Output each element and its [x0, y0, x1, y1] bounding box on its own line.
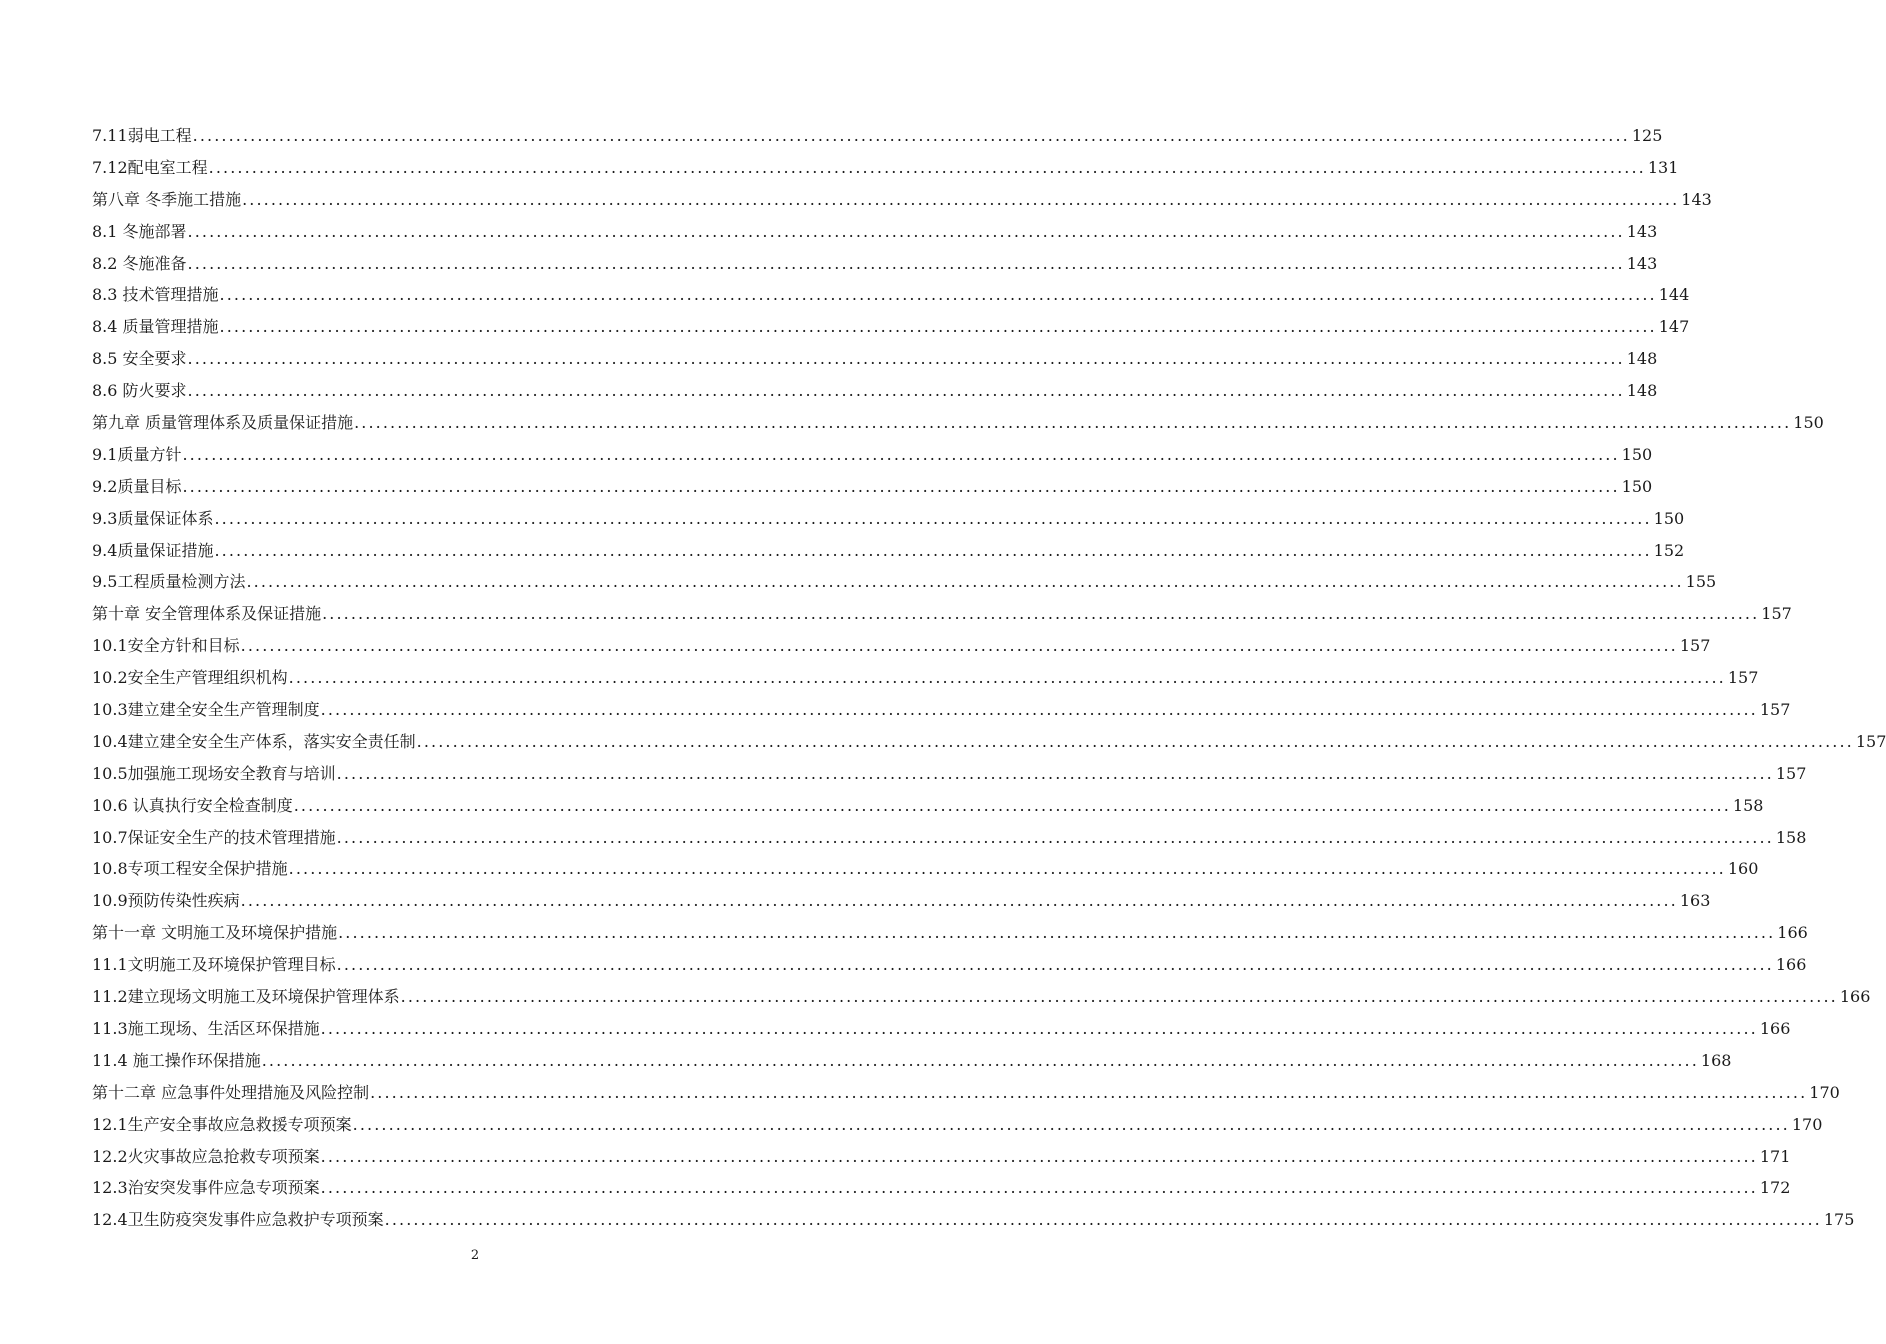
toc-entry-title: 第九章 质量管理体系及质量保证措施	[92, 413, 354, 433]
toc-entry-title: 10.3建立建全安全生产管理制度	[92, 700, 320, 720]
toc-dot-leader: ........................................................................................................................................................................................................	[384, 1210, 1822, 1230]
toc-entry-title: 12.1生产安全事故应急救援专项预案	[92, 1114, 352, 1134]
toc-dot-leader: ........................................................................................................................................................................................................	[192, 126, 1630, 145]
toc-entry-page: 166	[1775, 955, 1807, 975]
toc-entry[interactable]	[92, 184, 1712, 216]
toc-entry-title: 12.4卫生防疫突发事件应急救护专项预案	[92, 1210, 384, 1230]
toc-entry[interactable]	[92, 758, 1807, 790]
toc-dot-leader: ........................................................................................................................................................................................................	[182, 476, 1620, 496]
toc-entry-page: 158	[1732, 795, 1764, 815]
toc-entry-title: 10.6 认真执行安全检查制度	[92, 795, 293, 815]
toc-entry-title: 10.4建立建全安全生产体系，落实安全责任制	[92, 731, 416, 751]
toc-entry[interactable]	[92, 1013, 1791, 1045]
toc-dot-leader: ........................................................................................................................................................................................................	[320, 1146, 1758, 1166]
toc-entry[interactable]	[92, 407, 1824, 439]
toc-dot-leader: ........................................................................................................................................................................................................	[336, 763, 1774, 783]
toc-entry-title: 9.1质量方针	[92, 444, 182, 464]
toc-entry[interactable]	[92, 152, 1679, 184]
toc-entry-title: 第八章 冬季施工措施	[92, 189, 242, 209]
toc-entry-title: 9.4质量保证措施	[92, 540, 214, 560]
toc-dot-leader: ........................................................................................................................................................................................................	[219, 317, 1657, 337]
toc-entry[interactable]	[92, 311, 1690, 343]
toc-entry[interactable]	[92, 503, 1685, 535]
toc-dot-leader: ........................................................................................................................................................................................................	[322, 604, 1760, 624]
toc-entry[interactable]	[92, 694, 1791, 726]
toc-dot-leader: ........................................................................................................................................................................................................	[288, 668, 1726, 688]
toc-entry[interactable]	[92, 598, 1792, 630]
toc-entry[interactable]	[92, 471, 1653, 503]
toc-entry-title: 12.2火灾事故应急抢救专项预案	[92, 1146, 320, 1166]
table-of-contents	[92, 120, 1886, 1236]
toc-entry-page: 157	[1727, 668, 1759, 688]
toc-dot-leader: ........................................................................................................................................................................................................	[416, 731, 1854, 751]
toc-entry-title: 第十二章 应急事件处理措施及风险控制	[92, 1082, 370, 1102]
toc-dot-leader: ........................................................................................................................................................................................................	[240, 636, 1678, 656]
toc-entry-title: 8.4 质量管理措施	[92, 317, 219, 337]
toc-entry-page: 147	[1658, 317, 1690, 337]
toc-entry[interactable]	[92, 630, 1711, 662]
toc-entry[interactable]	[92, 949, 1807, 981]
toc-entry-page: 157	[1775, 763, 1807, 783]
toc-entry-page: 125	[1631, 126, 1663, 145]
toc-dot-leader: ........................................................................................................................................................................................................	[336, 827, 1774, 847]
toc-entry-page: 143	[1626, 253, 1658, 273]
toc-entry-title: 第十章 安全管理体系及保证措施	[92, 604, 322, 624]
toc-entry-title: 10.8专项工程安全保护措施	[92, 859, 288, 879]
toc-entry-title: 10.9预防传染性疾病	[92, 891, 240, 911]
toc-dot-leader: ........................................................................................................................................................................................................	[187, 221, 1625, 241]
toc-entry[interactable]	[92, 1204, 1855, 1236]
toc-entry-title: 8.6 防火要求	[92, 381, 187, 401]
toc-entry-title: 8.5 安全要求	[92, 349, 187, 369]
toc-dot-leader: ........................................................................................................................................................................................................	[214, 540, 1652, 560]
toc-entry[interactable]	[92, 120, 1663, 152]
toc-entry[interactable]	[92, 375, 1658, 407]
toc-entry-title: 10.2安全生产管理组织机构	[92, 668, 288, 688]
toc-entry[interactable]	[92, 790, 1764, 822]
toc-entry-page: 157	[1855, 731, 1886, 751]
toc-dot-leader: ........................................................................................................................................................................................................	[320, 1018, 1758, 1038]
toc-dot-leader: ........................................................................................................................................................................................................	[187, 253, 1625, 273]
toc-dot-leader: ........................................................................................................................................................................................................	[288, 859, 1726, 879]
toc-entry[interactable]	[92, 439, 1653, 471]
toc-entry[interactable]	[92, 726, 1886, 758]
toc-entry-page: 171	[1759, 1146, 1791, 1166]
toc-entry[interactable]	[92, 1172, 1791, 1204]
toc-entry[interactable]	[92, 1141, 1791, 1173]
toc-entry-page: 160	[1727, 859, 1759, 879]
toc-dot-leader: ........................................................................................................................................................................................................	[293, 795, 1731, 815]
toc-entry[interactable]	[92, 981, 1871, 1013]
toc-dot-leader: ........................................................................................................................................................................................................	[240, 891, 1678, 911]
toc-dot-leader: ........................................................................................................................................................................................................	[261, 1050, 1699, 1070]
toc-entry-title: 9.5工程质量检测方法	[92, 572, 246, 592]
toc-dot-leader: ........................................................................................................................................................................................................	[187, 381, 1625, 401]
toc-dot-leader: ........................................................................................................................................................................................................	[320, 700, 1758, 720]
toc-entry-title: 11.4 施工操作环保措施	[92, 1050, 261, 1070]
toc-entry-title: 9.2质量目标	[92, 476, 182, 496]
toc-entry[interactable]	[92, 662, 1759, 694]
toc-entry-title: 10.1安全方针和目标	[92, 636, 240, 656]
toc-dot-leader: ........................................................................................................................................................................................................	[219, 285, 1657, 305]
toc-entry-page: 157	[1761, 604, 1792, 624]
toc-entry-page: 155	[1685, 572, 1717, 592]
toc-entry-title: 11.2建立现场文明施工及环境保护管理体系	[92, 987, 400, 1007]
toc-entry[interactable]	[92, 1045, 1732, 1077]
toc-entry[interactable]	[92, 917, 1808, 949]
toc-dot-leader: ........................................................................................................................................................................................................	[187, 349, 1625, 369]
toc-entry-page: 150	[1621, 444, 1653, 464]
toc-entry-page: 150	[1793, 413, 1824, 433]
toc-entry-page: 148	[1626, 381, 1658, 401]
toc-entry-title: 7.12配电室工程	[92, 157, 208, 177]
toc-entry-page: 143	[1626, 221, 1658, 241]
toc-entry-page: 166	[1839, 987, 1871, 1007]
toc-entry[interactable]	[92, 248, 1658, 280]
toc-entry-title: 11.1文明施工及环境保护管理目标	[92, 955, 336, 975]
toc-entry-page: 150	[1653, 508, 1685, 528]
toc-entry[interactable]	[92, 1109, 1823, 1141]
toc-entry-title: 8.3 技术管理措施	[92, 285, 219, 305]
toc-entry-title: 8.1 冬施部署	[92, 221, 187, 241]
toc-dot-leader: ........................................................................................................................................................................................................	[320, 1178, 1758, 1198]
toc-entry-page: 157	[1679, 636, 1711, 656]
page-number: 2	[470, 1248, 480, 1263]
toc-entry-page: 168	[1700, 1050, 1732, 1070]
toc-entry[interactable]	[92, 566, 1717, 598]
toc-entry-title: 11.3施工现场、生活区环保措施	[92, 1018, 320, 1038]
toc-entry-page: 175	[1823, 1210, 1855, 1230]
toc-entry[interactable]	[92, 343, 1658, 375]
toc-entry[interactable]	[92, 216, 1658, 248]
toc-dot-leader: ........................................................................................................................................................................................................	[214, 508, 1652, 528]
toc-dot-leader: ........................................................................................................................................................................................................	[338, 923, 1776, 943]
toc-entry-page: 166	[1759, 1018, 1791, 1038]
toc-entry-title: 7.11弱电工程	[92, 126, 192, 145]
toc-dot-leader: ........................................................................................................................................................................................................	[336, 955, 1774, 975]
toc-entry-page: 144	[1658, 285, 1690, 305]
toc-dot-leader: ........................................................................................................................................................................................................	[370, 1082, 1808, 1102]
toc-entry-page: 163	[1679, 891, 1711, 911]
toc-dot-leader: ........................................................................................................................................................................................................	[352, 1114, 1790, 1134]
toc-entry-title: 第十一章 文明施工及环境保护措施	[92, 923, 338, 943]
toc-entry[interactable]	[92, 279, 1690, 311]
toc-dot-leader: ........................................................................................................................................................................................................	[182, 444, 1620, 464]
toc-dot-leader: ........................................................................................................................................................................................................	[208, 157, 1646, 177]
toc-entry[interactable]	[92, 822, 1807, 854]
toc-entry-page: 131	[1647, 157, 1679, 177]
toc-entry-page: 158	[1775, 827, 1807, 847]
toc-entry-page: 157	[1759, 700, 1791, 720]
toc-dot-leader: ........................................................................................................................................................................................................	[242, 189, 1680, 209]
toc-entry-page: 170	[1809, 1082, 1840, 1102]
toc-entry-title: 8.2 冬施准备	[92, 253, 187, 273]
toc-entry[interactable]	[92, 535, 1685, 567]
toc-entry[interactable]	[92, 1077, 1840, 1109]
toc-entry-title: 10.5加强施工现场安全教育与培训	[92, 763, 336, 783]
toc-entry-page: 143	[1681, 189, 1712, 209]
toc-entry-page: 152	[1653, 540, 1685, 560]
toc-entry-page: 170	[1791, 1114, 1823, 1134]
toc-dot-leader: ........................................................................................................................................................................................................	[354, 413, 1792, 433]
toc-entry-page: 148	[1626, 349, 1658, 369]
toc-dot-leader: ........................................................................................................................................................................................................	[246, 572, 1684, 592]
toc-entry-page: 172	[1759, 1178, 1791, 1198]
toc-dot-leader: ........................................................................................................................................................................................................	[400, 987, 1838, 1007]
toc-entry[interactable]	[92, 853, 1759, 885]
toc-entry-title: 12.3治安突发事件应急专项预案	[92, 1178, 320, 1198]
toc-entry-title: 9.3质量保证体系	[92, 508, 214, 528]
toc-entry-page: 150	[1621, 476, 1653, 496]
toc-entry-page: 166	[1777, 923, 1808, 943]
toc-entry-title: 10.7保证安全生产的技术管理措施	[92, 827, 336, 847]
toc-entry[interactable]	[92, 885, 1711, 917]
